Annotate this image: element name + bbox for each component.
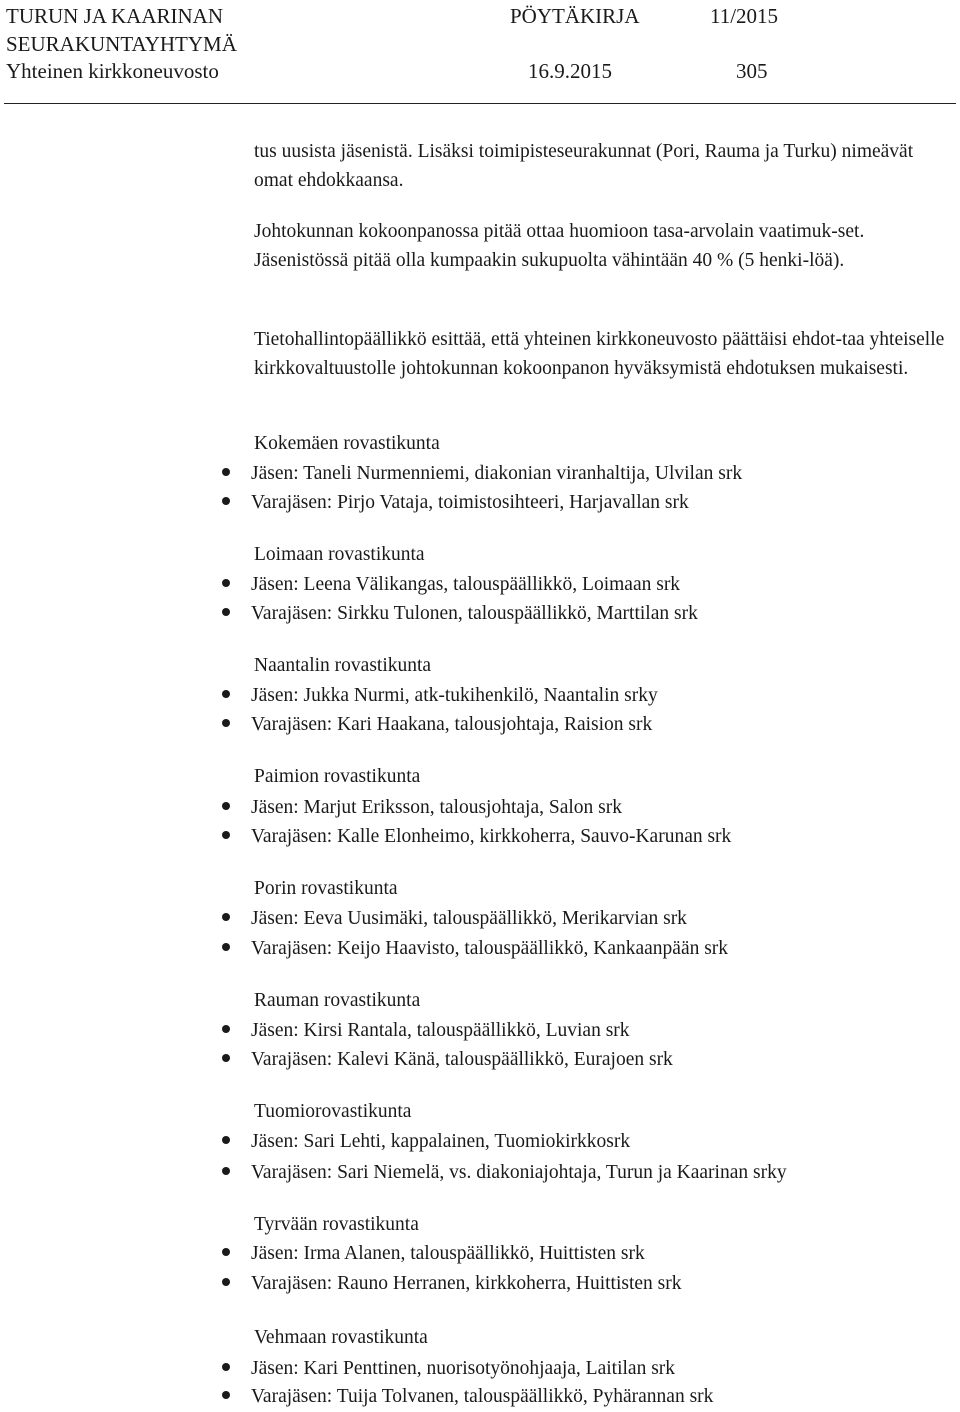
- bullet-icon: [222, 913, 230, 921]
- paragraph-2: Johtokunnan kokoonpanossa pitää ottaa huomioon tasa-arvolain vaatimuk-set. Jäsenistössä pitää olla kumpaakin sukupuolta vähintään 40 % (5 henki-löä).: [254, 221, 865, 271]
- section-title: Porin rovastikunta: [254, 878, 398, 899]
- section-title: Tyrvään rovastikunta: [254, 1214, 419, 1235]
- list-item: Varajäsen: Kari Haakana, talousjohtaja, Raision srk: [222, 711, 652, 739]
- bullet-icon: [222, 608, 230, 616]
- bullet-icon: [222, 690, 230, 698]
- bullet-icon: [222, 831, 230, 839]
- section-title: Rauman rovastikunta: [254, 990, 421, 1011]
- bullet-icon: [222, 1136, 230, 1144]
- list-item: Jäsen: Leena Välikangas, talouspäällikkö, Loimaan srk: [222, 571, 680, 599]
- section-title: Vehmaan rovastikunta: [254, 1327, 428, 1348]
- section-title: Loimaan rovastikunta: [254, 544, 425, 565]
- bullet-icon: [222, 1167, 230, 1175]
- list-item: Jäsen: Eeva Uusimäki, talouspäällikkö, Merikarvian srk: [222, 905, 687, 933]
- bullet-icon: [222, 468, 230, 476]
- page-number: 305: [736, 59, 768, 83]
- doc-type: PÖYTÄKIRJA: [510, 4, 640, 28]
- meeting-date: 16.9.2015: [528, 59, 612, 83]
- bullet-icon: [222, 1025, 230, 1033]
- list-item: Varajäsen: Sirkku Tulonen, talouspäällikkö, Marttilan srk: [222, 600, 698, 628]
- list-item: Jäsen: Irma Alanen, talouspäällikkö, Huittisten srk: [222, 1240, 645, 1268]
- list-item: Jäsen: Kirsi Rantala, talouspäällikkö, Luvian srk: [222, 1017, 630, 1045]
- section-title: Kokemäen rovastikunta: [254, 433, 440, 454]
- bullet-icon: [222, 1278, 230, 1286]
- header-divider: [4, 103, 956, 104]
- issue-number: 11/2015: [710, 4, 779, 28]
- bullet-icon: [222, 497, 230, 505]
- list-item: Jäsen: Taneli Nurmenniemi, diakonian viranhaltija, Ulvilan srk: [222, 460, 742, 488]
- bullet-icon: [222, 719, 230, 727]
- list-item: Varajäsen: Tuija Tolvanen, talouspäällikkö, Pyhärannan srk: [222, 1383, 713, 1411]
- bullet-icon: [222, 1248, 230, 1256]
- list-item: Varajäsen: Sari Niemelä, vs. diakoniajohtaja, Turun ja Kaarinan srky: [222, 1159, 787, 1187]
- list-item: Jäsen: Kari Penttinen, nuorisotyönohjaaja, Laitilan srk: [222, 1355, 675, 1383]
- paragraph-3: Tietohallintopäällikkö esittää, että yhteinen kirkkoneuvosto päättäisi ehdot-taa yhteiselle kirkkovaltuustolle johtokunnan kokoonpanon hyväksymistä ehdotuksen mukaisesti.: [254, 329, 945, 379]
- paragraph-1: tus uusista jäsenistä. Lisäksi toimipisteseurakunnat (Pori, Rauma ja Turku) nimeävät omat ehdokkaansa.: [254, 141, 914, 191]
- bullet-icon: [222, 1363, 230, 1371]
- list-item: Jäsen: Jukka Nurmi, atk-tukihenkilö, Naantalin srky: [222, 682, 658, 710]
- org-name-line1: TURUN JA KAARINAN: [6, 4, 224, 28]
- list-item: Jäsen: Marjut Eriksson, talousjohtaja, Salon srk: [222, 794, 622, 822]
- bullet-icon: [222, 1054, 230, 1062]
- list-item: Varajäsen: Keijo Haavisto, talouspäällikkö, Kankaanpään srk: [222, 935, 728, 963]
- bullet-icon: [222, 802, 230, 810]
- list-item: Varajäsen: Rauno Herranen, kirkkoherra, Huittisten srk: [222, 1270, 682, 1298]
- list-item: Varajäsen: Kalle Elonheimo, kirkkoherra, Sauvo-Karunan srk: [222, 823, 731, 851]
- bullet-icon: [222, 1391, 230, 1399]
- section-title: Paimion rovastikunta: [254, 766, 421, 787]
- section-title: Tuomiorovastikunta: [254, 1101, 412, 1122]
- org-name-line2: SEURAKUNTAYHTYMÄ: [6, 32, 237, 56]
- section-title: Naantalin rovastikunta: [254, 655, 432, 676]
- bullet-icon: [222, 943, 230, 951]
- bullet-icon: [222, 579, 230, 587]
- list-item: Jäsen: Sari Lehti, kappalainen, Tuomiokirkkosrk: [222, 1128, 630, 1156]
- body-name: Yhteinen kirkkoneuvosto: [6, 59, 219, 83]
- list-item: Varajäsen: Kalevi Känä, talouspäällikkö, Eurajoen srk: [222, 1046, 673, 1074]
- list-item: Varajäsen: Pirjo Vataja, toimistosihteeri, Harjavallan srk: [222, 489, 689, 517]
